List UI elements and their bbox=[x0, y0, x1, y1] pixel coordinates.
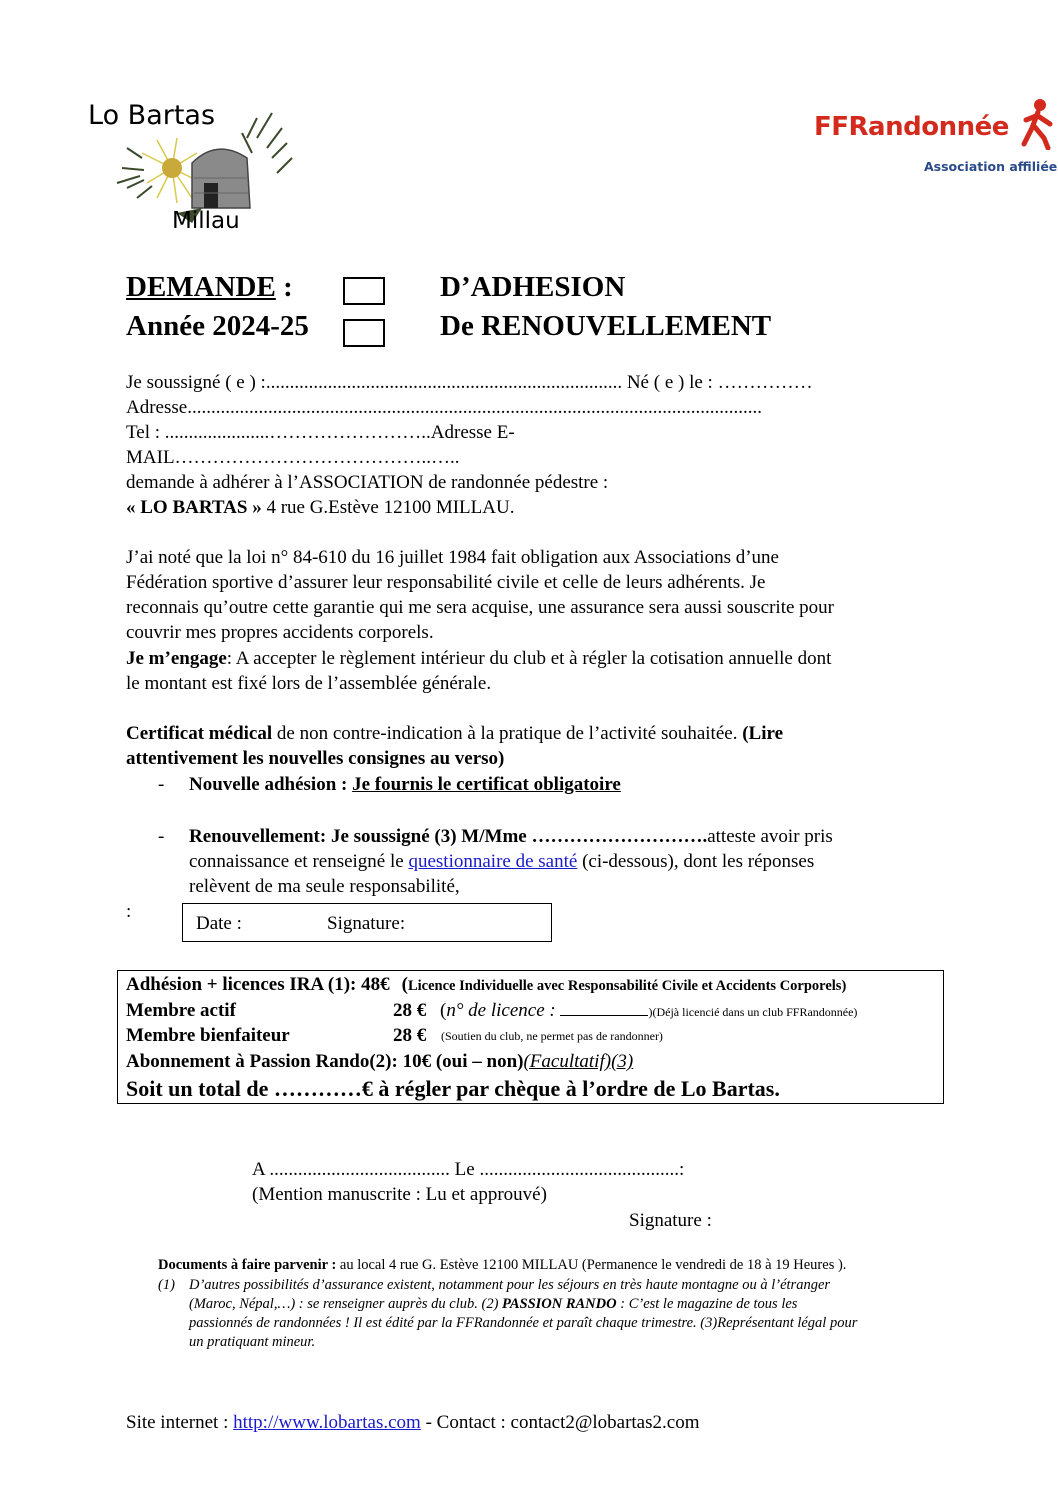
licence-note: )(Déjà licencié dans un club FFRandonnée) bbox=[648, 1005, 858, 1019]
pricing-row-adhesion bbox=[126, 972, 846, 999]
law-line-2: Fédération sportive d’assurer leur responsabilité civile et celle de leurs adhérents. Je bbox=[126, 572, 766, 593]
renouvellement-line-1 bbox=[189, 824, 833, 849]
annee-label: Année 2024-25 bbox=[126, 310, 309, 342]
renouvellement-atteste: atteste avoir pris bbox=[707, 826, 833, 847]
final-signature-label: Signature : bbox=[629, 1210, 712, 1231]
membre-actif-price: 28 € bbox=[393, 1000, 427, 1021]
footnote-1-marker: (1) bbox=[158, 1277, 175, 1293]
licence-number-field[interactable] bbox=[560, 1001, 648, 1016]
site-label: Site internet : bbox=[126, 1412, 234, 1433]
renouvellement-option-label: De RENOUVELLEMENT bbox=[440, 310, 772, 342]
lo-bartas-logo-text-top: Lo Bartas bbox=[88, 100, 216, 131]
passion-rando-row bbox=[126, 1049, 633, 1074]
certificat-label: Certificat médical bbox=[126, 723, 273, 744]
stray-colon: : bbox=[126, 901, 132, 922]
demande-colon: : bbox=[275, 271, 293, 303]
footnote-1-line-4: un pratiquant mineur. bbox=[189, 1334, 316, 1350]
passion-rando-optional: (Facultatif)(3) bbox=[523, 1051, 634, 1072]
documents-line bbox=[158, 1256, 846, 1275]
date-signature-box[interactable] bbox=[182, 903, 552, 942]
demande-label: DEMANDE bbox=[126, 271, 276, 303]
renouvellement-checkbox[interactable] bbox=[343, 319, 385, 347]
lo-bartas-logo-text-bottom: Millau bbox=[172, 208, 240, 234]
licence-paren-open: ( bbox=[440, 1000, 447, 1021]
adhesion-paren-open: ( bbox=[401, 974, 408, 995]
membre-actif-label: Membre actif bbox=[126, 1000, 236, 1021]
footnote-1-line-2b: : C’est le magazine de tous les bbox=[616, 1296, 798, 1312]
bienfaiteur-note: (Soutien du club, ne permet pas de randonner) bbox=[441, 1029, 663, 1043]
signature-label: Signature: bbox=[327, 913, 406, 934]
adhesion-checkbox[interactable] bbox=[343, 277, 385, 305]
total-line: Soit un total de …………€ à régler par chèque à l’ordre de Lo Bartas. bbox=[126, 1076, 780, 1101]
identity-name-line: Je soussigné ( e ) :........................................................................... Né ( e ) le : …………… bbox=[126, 372, 813, 393]
association-address: 4 rue G.Estève 12100 MILLAU. bbox=[261, 497, 515, 518]
questionnaire-sante-link[interactable]: questionnaire de santé bbox=[408, 851, 578, 872]
footer-line bbox=[126, 1410, 699, 1435]
identity-tel-line: Tel : ......................……………………..Adresse E- bbox=[126, 422, 515, 443]
renouvellement-line-3: relèvent de ma seule responsabilité, bbox=[189, 876, 460, 897]
renouvellement-label: Renouvellement: Je soussigné (3) M/Mme ………………………. bbox=[189, 826, 708, 847]
ffrandonnee-logo bbox=[812, 98, 1058, 180]
ffrandonnee-subtitle: Association affiliée bbox=[924, 159, 1058, 174]
certificat-text: de non contre-indication à la pratique de l’activité souhaitée. bbox=[272, 723, 743, 744]
membre-bienfaiteur-price: 28 € bbox=[393, 1025, 427, 1046]
renouvellement-text-a: connaissance et renseigné le bbox=[189, 851, 409, 872]
footnote-1-line-2a: (Maroc, Népal,…) : se renseigner auprès du club. (2) bbox=[189, 1296, 503, 1312]
adhesion-option-label: D’ADHESION bbox=[440, 271, 626, 303]
contact-text: - Contact : contact2@lobartas2.com bbox=[420, 1412, 700, 1433]
footnote-1-line-1: D’autres possibilités d’assurance existent, notamment pour les séjours en très haute montagne ou à l’étranger bbox=[189, 1277, 831, 1293]
membre-bienfaiteur-label: Membre bienfaiteur bbox=[126, 1025, 290, 1046]
renouvellement-bullet: - bbox=[158, 826, 165, 847]
website-link[interactable]: http://www.lobartas.com bbox=[233, 1412, 421, 1433]
nouvelle-bullet: - bbox=[158, 774, 165, 795]
licence-number-label: n° de licence : bbox=[446, 1000, 561, 1021]
lo-bartas-logo bbox=[82, 98, 297, 238]
law-line-3: reconnais qu’outre cette garantie qui me sera acquise, une assurance sera aussi souscrite pour bbox=[126, 597, 834, 618]
adhesion-licence-price: Adhésion + licences IRA (1): 48€ bbox=[126, 974, 390, 995]
engagement-line bbox=[126, 646, 831, 671]
place-date-line: A ...................................... Le ..........................................: bbox=[252, 1159, 685, 1180]
footnote-1-line-2 bbox=[189, 1295, 797, 1314]
nouvelle-adhesion-label: Nouvelle adhésion : bbox=[189, 774, 353, 795]
ffrandonnee-brand-text: FFRandonnée bbox=[814, 112, 1009, 142]
nouvelle-adhesion-line bbox=[189, 772, 621, 797]
footnote-1-line-3: passionnés de randonnées ! Il est édité par la FFRandonnée et paraît chaque trimestre. (3)Représentant légal pour bbox=[189, 1315, 858, 1331]
passion-rando-subscription: Abonnement à Passion Rando(2): 10€ (oui – non) bbox=[126, 1051, 524, 1072]
law-line-1: J’ai noté que la loi n° 84-610 du 16 juillet 1984 fait obligation aux Associations d’une bbox=[126, 547, 779, 568]
demande-heading bbox=[126, 270, 293, 304]
licence-number-line bbox=[440, 998, 857, 1025]
documents-label: Documents à faire parvenir : bbox=[158, 1257, 337, 1273]
association-address-line bbox=[126, 495, 514, 520]
certificat-line-2: attentivement les nouvelles consignes au verso) bbox=[126, 748, 505, 769]
identity-address-line: Adresse......................................................................................................................... bbox=[126, 397, 762, 418]
passion-rando-name: PASSION RANDO bbox=[502, 1296, 617, 1312]
documents-text: au local 4 rue G. Estève 12100 MILLAU (Permanence le vendredi de 18 à 19 Heures ). bbox=[336, 1257, 847, 1273]
date-label: Date : bbox=[196, 913, 242, 934]
renouvellement-text-b: (ci-dessous), dont les réponses bbox=[577, 851, 815, 872]
certificat-line-1 bbox=[126, 721, 783, 746]
hiker-icon bbox=[1018, 98, 1058, 150]
certificat-read-note: (Lire bbox=[742, 723, 784, 744]
law-line-4: couvrir mes propres accidents corporels. bbox=[126, 622, 434, 643]
association-name: « LO BARTAS » bbox=[126, 497, 262, 518]
engagement-text: : A accepter le règlement intérieur du club et à régler la cotisation annuelle dont bbox=[226, 648, 832, 669]
identity-request-line: demande à adhérer à l’ASSOCIATION de randonnée pédestre : bbox=[126, 472, 609, 493]
renouvellement-line-2 bbox=[189, 849, 814, 874]
law-line-6: le montant est fixé lors de l’assemblée générale. bbox=[126, 673, 492, 694]
engagement-label: Je m’engage bbox=[126, 648, 227, 669]
identity-email-line: MAIL…………………………………..….. bbox=[126, 447, 460, 468]
adhesion-licence-description: Licence Individuelle avec Responsabilité Civile et Accidents Corporels) bbox=[407, 978, 847, 994]
nouvelle-adhesion-requirement: Je fournis le certificat obligatoire bbox=[352, 774, 621, 795]
mention-manuscrite: (Mention manuscrite : Lu et approuvé) bbox=[252, 1184, 547, 1205]
